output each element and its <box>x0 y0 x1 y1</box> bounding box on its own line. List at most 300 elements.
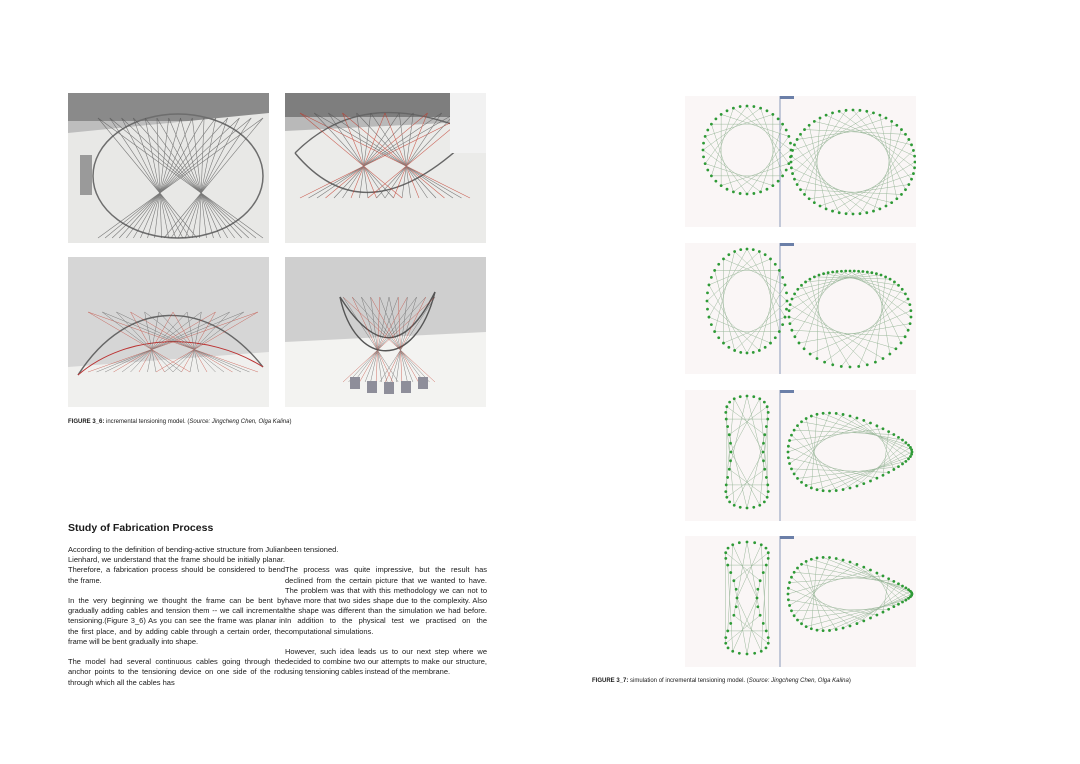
cable-line <box>801 190 902 195</box>
anchor-node <box>907 138 910 141</box>
cable-line <box>703 108 761 150</box>
anchor-node <box>710 174 713 177</box>
anchor-node <box>882 575 885 578</box>
anchor-node <box>732 579 735 582</box>
anchor-node <box>706 129 709 132</box>
anchor-node <box>753 541 756 544</box>
simulation-step-3 <box>685 390 916 521</box>
cable-line <box>814 118 820 203</box>
anchor-node <box>727 253 730 256</box>
anchor-node <box>720 113 723 116</box>
anchor-node <box>810 415 813 418</box>
anchor-node <box>822 489 825 492</box>
anchor-node <box>831 271 834 274</box>
cable-line <box>723 317 785 343</box>
anchor-node <box>904 460 907 463</box>
anchor-node <box>836 270 839 273</box>
saddle-frame-photo <box>285 257 486 407</box>
cable-line <box>806 419 823 491</box>
anchor-node <box>887 430 890 433</box>
paragraph: According to the definition of bending-active structure from Julian Lienhard, we understand that the frame should be initially planar. Therefore, a fabrication process should be considered to bend the frame. <box>68 545 285 585</box>
anchor-node <box>788 462 791 465</box>
anchor-node <box>759 190 762 193</box>
anchor-node <box>713 330 716 333</box>
anchor-node <box>765 630 768 633</box>
anchor-node <box>808 197 811 200</box>
simulation-step-2 <box>685 243 916 374</box>
cable-line <box>747 542 760 615</box>
cable-line <box>728 565 733 651</box>
anchor-node <box>910 178 913 181</box>
anchor-node <box>897 603 900 606</box>
panel-tab <box>780 96 794 99</box>
cable-line <box>880 115 897 199</box>
anchor-node <box>724 557 727 560</box>
anchor-node <box>767 411 770 414</box>
anchor-node <box>816 629 819 632</box>
anchor-node <box>845 109 848 112</box>
cable-line <box>846 150 913 213</box>
anchor-node <box>904 133 907 136</box>
anchor-node <box>763 401 766 404</box>
anchor-node <box>907 597 910 600</box>
cable-line <box>790 418 857 463</box>
cable-line <box>825 299 908 362</box>
anchor-node <box>852 109 855 112</box>
anchor-node <box>762 451 765 454</box>
anchor-node <box>732 190 735 193</box>
cable-line <box>857 588 906 624</box>
cable-line <box>867 111 906 189</box>
cable-line <box>853 110 912 179</box>
anchor-node <box>823 361 826 364</box>
anchor-node <box>763 500 766 503</box>
anchor-node <box>887 608 890 611</box>
anchor-node <box>728 500 731 503</box>
anchor-node <box>756 588 759 591</box>
anchor-node <box>732 107 735 110</box>
cable-line <box>734 542 747 615</box>
anchor-node <box>901 439 904 442</box>
anchor-node <box>766 418 769 421</box>
anchor-node <box>753 652 756 655</box>
anchor-node <box>766 484 769 487</box>
cable-line <box>850 562 909 598</box>
anchor-node <box>816 488 819 491</box>
cable-line <box>870 584 898 618</box>
anchor-node <box>862 419 865 422</box>
anchor-node <box>835 489 838 492</box>
anchor-node <box>762 442 765 445</box>
anchor-node <box>729 459 732 462</box>
anchor-node <box>724 636 727 639</box>
figure-3-7-caption: FIGURE 3_7: simulation of incremental tensioning model. (Source: Jingcheng Chen, Olga Kalina) <box>592 678 851 684</box>
anchor-node <box>909 309 912 312</box>
anchor-node <box>756 597 759 600</box>
anchor-node <box>790 155 793 158</box>
anchor-node <box>702 149 705 152</box>
anchor-node <box>828 412 831 415</box>
anchor-node <box>724 490 727 493</box>
anchor-node <box>752 105 755 108</box>
anchor-node <box>856 563 859 566</box>
cable-line <box>793 118 886 150</box>
anchor-node <box>856 622 859 625</box>
anchor-node <box>890 120 893 123</box>
anchor-node <box>702 142 705 145</box>
anchor-node <box>781 276 784 279</box>
anchor-node <box>796 183 799 186</box>
anchor-node <box>767 642 770 645</box>
anchor-node <box>789 322 792 325</box>
anchor-node <box>910 448 913 451</box>
anchor-node <box>777 180 780 183</box>
cable-line <box>747 581 760 654</box>
anchor-node <box>907 329 910 332</box>
anchor-node <box>882 357 885 360</box>
anchor-node <box>813 201 816 204</box>
anchor-node <box>790 467 793 470</box>
anchor-node <box>845 212 848 215</box>
anchor-node <box>831 112 834 115</box>
anchor-node <box>904 335 907 338</box>
cable-line <box>761 565 766 651</box>
anchor-node <box>732 614 735 617</box>
anchor-node <box>746 653 749 656</box>
anchor-node <box>897 436 900 439</box>
cable-line <box>859 271 909 330</box>
anchor-node <box>724 551 727 554</box>
anchor-node <box>852 213 855 216</box>
cable-line <box>801 285 850 367</box>
anchor-node <box>893 281 896 284</box>
cable-line <box>810 279 833 365</box>
anchor-node <box>765 646 768 649</box>
cable-line <box>703 150 761 192</box>
anchor-node <box>704 162 707 165</box>
anchor-node <box>849 270 852 273</box>
anchor-node <box>790 609 793 612</box>
anchor-node <box>738 541 741 544</box>
anchor-node <box>900 342 903 345</box>
cable-line <box>709 285 747 353</box>
anchor-node <box>889 278 892 281</box>
anchor-node <box>725 405 728 408</box>
cable-line <box>795 294 868 365</box>
cable-line <box>820 174 913 206</box>
anchor-node <box>702 155 705 158</box>
anchor-node <box>726 109 729 112</box>
anchor-node <box>765 564 768 567</box>
anchor-node <box>726 476 729 479</box>
anchor-node <box>816 357 819 360</box>
anchor-node <box>857 365 860 368</box>
anchor-node <box>818 274 821 277</box>
anchor-node <box>816 413 819 416</box>
panel-tab <box>780 536 794 539</box>
anchor-node <box>778 330 781 333</box>
anchor-node <box>771 184 774 187</box>
anchor-node <box>803 193 806 196</box>
anchor-node <box>725 496 728 499</box>
anchor-node <box>907 444 910 447</box>
anchor-node <box>796 424 799 427</box>
anchor-node <box>793 614 796 617</box>
cable-line <box>795 272 837 337</box>
paragraph: been tensioned. <box>285 545 339 554</box>
anchor-node <box>788 439 791 442</box>
anchor-node <box>901 463 904 466</box>
paragraph: The process was quite impressive, but the result has declined from the certain picture that we wanted to have. The problem was that with this methodology we can not to have more that two sides shape due to the complexity. Also the shape was different than the simulation we had before. In addition to the physical test we practised on the computational simulations. <box>285 565 487 636</box>
cable-line <box>797 125 897 139</box>
anchor-node <box>785 129 788 132</box>
anchor-node <box>816 556 819 559</box>
anchor-node <box>803 347 806 350</box>
anchor-node <box>862 566 865 569</box>
cable-line <box>857 443 906 486</box>
anchor-node <box>728 468 731 471</box>
cable-line <box>843 447 910 489</box>
anchor-node <box>759 614 762 617</box>
anchor-node <box>840 365 843 368</box>
cable-line <box>839 111 914 168</box>
anchor-node <box>760 650 763 653</box>
anchor-node <box>808 124 811 127</box>
anchor-node <box>756 605 759 608</box>
anchor-node <box>758 397 761 400</box>
anchor-node <box>835 557 838 560</box>
anchor-node <box>777 117 780 120</box>
anchor-node <box>729 571 732 574</box>
cable-line <box>817 597 910 630</box>
anchor-node <box>729 622 732 625</box>
anchor-node <box>791 298 794 301</box>
anchor-node <box>788 581 791 584</box>
anchor-node <box>904 292 907 295</box>
anchor-node <box>798 342 801 345</box>
anchor-node <box>869 422 872 425</box>
anchor-node <box>790 329 793 332</box>
anchor-node <box>822 272 825 275</box>
cable-line <box>788 588 863 621</box>
anchor-node <box>766 496 769 499</box>
anchor-node <box>835 412 838 415</box>
anchor-node <box>913 155 916 158</box>
anchor-node <box>827 271 830 274</box>
cable-line <box>805 130 906 135</box>
anchor-node <box>781 323 784 326</box>
anchor-node <box>879 114 882 117</box>
anchor-node <box>849 415 852 418</box>
anchor-node <box>767 551 770 554</box>
anchor-node <box>901 288 904 291</box>
anchor-node <box>910 591 913 594</box>
anchor-node <box>787 598 790 601</box>
anchor-node <box>813 275 816 278</box>
anchor-node <box>796 288 799 291</box>
cable-line <box>798 568 837 630</box>
anchor-node <box>717 263 720 266</box>
anchor-node <box>727 346 730 349</box>
anchor-node <box>876 424 879 427</box>
anchor-node <box>766 188 769 191</box>
anchor-node <box>710 323 713 326</box>
anchor-node <box>838 211 841 214</box>
anchor-node <box>869 617 872 620</box>
cable-line <box>806 561 823 630</box>
anchor-node <box>788 309 791 312</box>
anchor-node <box>828 629 831 632</box>
cable-line <box>709 249 747 317</box>
anchor-node <box>808 278 811 281</box>
anchor-node <box>909 322 912 325</box>
anchor-node <box>856 417 859 420</box>
anchor-node <box>746 248 749 251</box>
anchor-node <box>900 193 903 196</box>
anchor-node <box>746 193 749 196</box>
anchor-node <box>842 488 845 491</box>
anchor-node <box>895 124 898 127</box>
anchor-node <box>789 303 792 306</box>
anchor-node <box>859 212 862 215</box>
anchor-node <box>897 465 900 468</box>
anchor-node <box>831 363 834 366</box>
cable-line <box>727 469 765 497</box>
anchor-node <box>725 418 728 421</box>
anchor-node <box>822 629 825 632</box>
cable-line <box>707 252 759 301</box>
partially-bent-frame-photo <box>285 93 486 243</box>
cable-line <box>793 110 860 173</box>
cable-line <box>823 557 912 592</box>
anchor-node <box>791 172 794 175</box>
anchor-node <box>733 397 736 400</box>
anchor-node <box>828 490 831 493</box>
anchor-node <box>781 123 784 126</box>
cable-line <box>841 271 909 304</box>
anchor-node <box>728 433 731 436</box>
anchor-node <box>892 433 895 436</box>
cable-line <box>705 136 747 194</box>
anchor-node <box>865 211 868 214</box>
cable-line <box>747 106 789 164</box>
anchor-node <box>764 253 767 256</box>
cable-line <box>809 185 909 199</box>
anchor-node <box>752 351 755 354</box>
anchor-node <box>736 597 739 600</box>
anchor-node <box>862 270 865 273</box>
anchor-node <box>727 646 730 649</box>
anchor-node <box>895 347 898 350</box>
paragraph: In the very beginning we thought the frame can be bent by gradually adding cables and tension them -- we call incremental tensioning.(Figure 3_6) As you can see the frame was planar in the first place, and by adding cable through a certain order, the frame will be bent gradually into shape. <box>68 596 285 646</box>
anchor-node <box>803 128 806 131</box>
anchor-node <box>738 652 741 655</box>
anchor-node <box>882 474 885 477</box>
anchor-node <box>784 284 787 287</box>
anchor-node <box>842 413 845 416</box>
anchor-node <box>724 642 727 645</box>
anchor-node <box>892 468 895 471</box>
anchor-node <box>876 614 879 617</box>
anchor-node <box>769 342 772 345</box>
anchor-node <box>901 601 904 604</box>
anchor-node <box>842 559 845 562</box>
anchor-node <box>774 336 777 339</box>
anchor-node <box>790 166 793 169</box>
cable-line <box>860 139 909 213</box>
cable-line <box>761 545 766 631</box>
anchor-node <box>787 456 790 459</box>
anchor-node <box>849 366 852 369</box>
simulation-step-4 <box>685 536 916 667</box>
cable-line <box>735 301 787 350</box>
anchor-node <box>805 560 808 563</box>
anchor-node <box>717 336 720 339</box>
anchor-node <box>739 248 742 251</box>
anchor-node <box>892 580 895 583</box>
anchor-node <box>842 627 845 630</box>
section-heading: Study of Fabrication Process <box>68 522 214 534</box>
anchor-node <box>885 205 888 208</box>
anchor-node <box>859 109 862 112</box>
anchor-node <box>884 275 887 278</box>
anchor-node <box>706 308 709 311</box>
anchor-node <box>796 138 799 141</box>
anchor-node <box>739 351 742 354</box>
cable-line <box>723 259 785 285</box>
arched-frame-side-photo <box>68 257 269 407</box>
anchor-node <box>726 564 729 567</box>
cable-line <box>789 317 896 349</box>
anchor-node <box>799 133 802 136</box>
cable-line <box>733 150 791 192</box>
cable-line <box>886 121 892 206</box>
anchor-node <box>781 174 784 177</box>
cable-line <box>791 113 873 162</box>
cable-line <box>794 145 853 214</box>
anchor-node <box>885 117 888 120</box>
anchor-node <box>739 506 742 509</box>
anchor-node <box>708 316 711 319</box>
anchor-node <box>904 441 907 444</box>
anchor-node <box>739 105 742 108</box>
anchor-node <box>731 543 734 546</box>
planar-frame-photo <box>68 93 269 243</box>
anchor-node <box>785 169 788 172</box>
anchor-node <box>793 429 796 432</box>
anchor-node <box>910 316 913 319</box>
anchor-node <box>760 543 763 546</box>
anchor-node <box>727 547 730 550</box>
anchor-node <box>762 571 765 574</box>
anchor-node <box>759 579 762 582</box>
anchor-node <box>765 425 768 428</box>
anchor-node <box>710 123 713 126</box>
anchor-node <box>849 625 852 628</box>
anchor-node <box>746 541 749 544</box>
anchor-node <box>800 563 803 566</box>
anchor-node <box>805 417 808 420</box>
anchor-node <box>726 630 729 633</box>
anchor-node <box>887 471 890 474</box>
anchor-node <box>831 210 834 213</box>
anchor-node <box>810 487 813 490</box>
anchor-node <box>869 480 872 483</box>
anchor-node <box>735 605 738 608</box>
anchor-node <box>866 271 869 274</box>
anchor-node <box>758 250 761 253</box>
anchor-node <box>714 180 717 183</box>
